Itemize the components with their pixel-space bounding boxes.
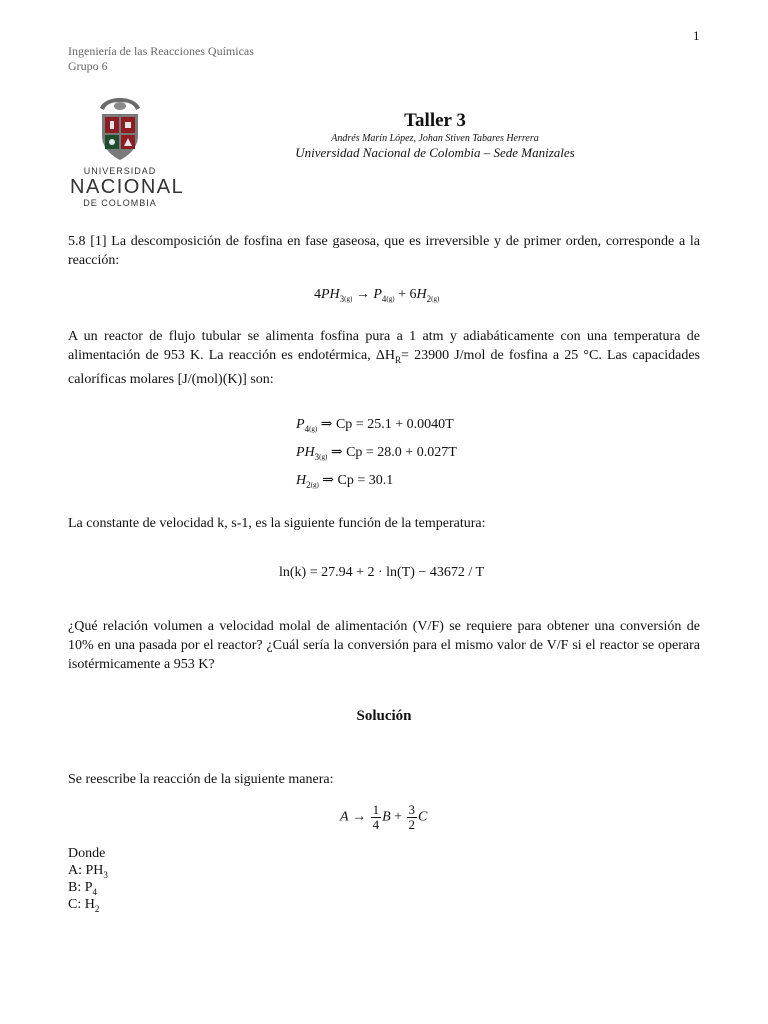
rewritten-arrow: → [352, 809, 367, 825]
cp-expression: Cp = 30.1 [337, 473, 394, 488]
rate-constant-text: La constante de velocidad k, s-1, es la siguiente función de la temperatura: [68, 516, 486, 531]
reaction-phase-3: (g) [431, 295, 440, 303]
reaction-coef-1: 4 [314, 287, 321, 302]
cp-equation-p4 [296, 416, 454, 434]
cp-equation-ph3 [296, 444, 457, 462]
problem-question: ¿Qué relación volumen a velocidad molal de alimentación (V/F) se requiere para obtener una conversión de 10% en una pasada por el reactor? ¿Cuál sería la conversión para el mismo valor de V/F si el reactor se operara isotérmicamente a 953 K? [68, 619, 700, 672]
solution-heading: Solución [356, 708, 412, 724]
rewritten-c: C [418, 809, 428, 825]
header-group: Grupo 6 [68, 59, 108, 73]
reaction-sub-2: 4 [381, 294, 387, 304]
reaction-species-1: PH [321, 287, 340, 302]
definition-label: A: PH [68, 863, 104, 878]
reaction-plus: + [398, 287, 406, 302]
document-title: Taller 3 [404, 110, 466, 131]
reaction-species-3: H [416, 287, 427, 302]
cp-expression: Cp = 25.1 + 0.0040T [335, 417, 454, 432]
rewritten-b: B [382, 809, 391, 825]
fraction-denominator: 4 [372, 817, 380, 832]
cp-sub: 4 [304, 424, 310, 434]
reactor-text-1: A un reactor de flujo tubular se alimenta fosfina pura a 1 atm y adiabáticamente con una temperatura de alimentación de 953 K. La reacción es endotérmica, ΔH [68, 329, 700, 363]
reaction-coef-3: 6 [409, 287, 417, 302]
header-course: Ingeniería de las Reacciones Químicas [68, 44, 254, 58]
definition-label: C: H [68, 897, 95, 912]
cp-species: PH [296, 445, 315, 460]
rewritten-lhs: A [340, 809, 349, 825]
definition-label: B: P [68, 880, 93, 895]
cp-sub: 3 [314, 452, 320, 462]
university-name: Universidad Nacional de Colombia – Sede Manizales [295, 145, 575, 160]
reaction-species-2: P [373, 287, 382, 302]
logo-line-2: NACIONAL [70, 176, 185, 198]
cp-species: P [296, 417, 305, 432]
fraction-denominator: 2 [408, 817, 416, 832]
coat-of-arms-icon [94, 94, 146, 162]
reaction-arrow: → [355, 287, 370, 302]
authors: Andrés Marín López, Johan Stiven Tabares Herrera [331, 133, 539, 144]
cp-equation-h2 [296, 472, 393, 490]
rewrite-text: Se reescribe la reacción de la siguiente manera: [68, 772, 334, 787]
university-logo [70, 94, 185, 208]
cp-sub: 2 [306, 480, 311, 490]
donde-label: Donde [68, 846, 106, 861]
rewritten-plus: + [394, 809, 403, 825]
reactor-text-2: = 23900 J/mol de fosfina a 25 °C. Las capacidades caloríficas molares [J/(mol)(K)] son: [68, 348, 700, 387]
rewritten-reaction [340, 803, 427, 832]
reaction-sub-3: 2 [426, 294, 432, 304]
reactor-text-sub: R [395, 354, 402, 365]
reaction-equation [314, 287, 439, 304]
reaction-phase-2: (g) [386, 295, 395, 303]
cp-phase: (g) [319, 453, 328, 461]
cp-phase: (g) [310, 481, 319, 489]
logo-line-3: DE COLOMBIA [83, 198, 157, 208]
definition-sub: 2 [94, 903, 100, 914]
cp-species: H [296, 473, 307, 488]
title-block [280, 110, 590, 161]
fraction-one-quarter [371, 803, 382, 832]
reaction-phase-1: (g) [344, 295, 353, 303]
rate-equation: ln(k) = 27.94 + 2 · ln(T) − 43672 / T [279, 565, 485, 580]
fraction-three-halves [407, 803, 418, 832]
fraction-numerator: 1 [372, 802, 380, 817]
definition-sub: 3 [103, 869, 108, 880]
definition-c [68, 897, 99, 914]
logo-line-1: UNIVERSIDAD [83, 166, 157, 176]
reaction-sub-1: 3 [339, 294, 345, 304]
definition-b [68, 880, 97, 897]
cp-phase: (g) [309, 425, 318, 433]
cp-implies: ⇒ [322, 473, 335, 488]
fraction-numerator: 3 [408, 802, 416, 817]
problem-intro: 5.8 [1] La descomposición de fosfina en fase gaseosa, que es irreversible y de primer orden, corresponde a la reacción: [68, 234, 700, 268]
definition-a [68, 863, 108, 880]
page-number: 1 [693, 28, 700, 43]
cp-implies: ⇒ [330, 445, 343, 460]
cp-expression: Cp = 28.0 + 0.027T [346, 445, 457, 460]
reactor-description [68, 327, 700, 389]
cp-implies: ⇒ [320, 417, 333, 432]
definition-sub: 4 [92, 886, 98, 897]
